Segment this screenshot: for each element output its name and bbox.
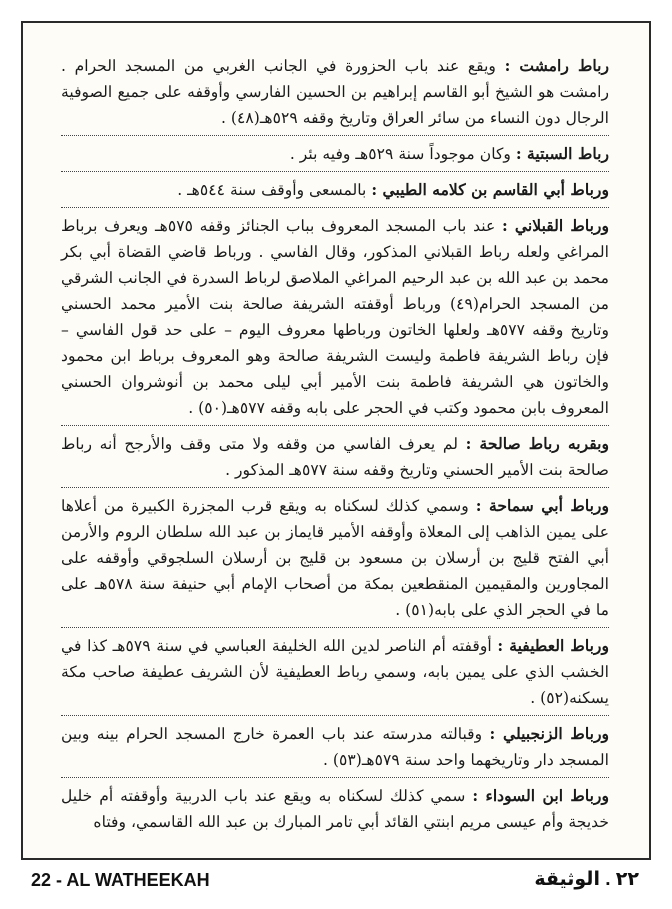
section-body: وكان موجوداً سنة ٥٢٩هـ وفيه بئر . [289, 145, 516, 163]
section-ibn-sawda [61, 783, 609, 835]
section-saliha [61, 431, 609, 483]
section-body: وسمي كذلك لسكناه به ويقع قرب المجزرة الكبيرة من أعلاها على يمين الذاهب إلى المعلاة وأوقفه الأمير قايماز بن عبد الله سلطان الروم والأرمن أبي الفتح قليج بن أرسلان بن مسعود بن قليج بن أرسلان السلجوقي وأوقفه على المجاورين والمقيمين المنقطعين بمكة من أصحاب الإمام أبي حنيفة سنة ٥٧٨هـ على ما في الحجر الذي على بابه(٥١) . [61, 497, 610, 619]
dotted-divider [61, 425, 609, 426]
section-body: لم يعرف الفاسي من وقفه ولا متى وقف والأرجح أنه رباط صالحة بنت الأمير الحسني وتاريخ وقفه سنة ٥٧٧هـ المذكور . [61, 435, 609, 479]
dotted-divider [61, 171, 609, 172]
dotted-divider [61, 207, 609, 208]
section-body: أوقفته أم الناصر لدين الله الخليفة العباسي في سنة ٥٧٩هـ كذا في الخشب الذي على يمين بابه، وسمي رباط العطيفية لأن الشريف عطيفة صاحب مكة يسكنه(٥٢) . [61, 637, 609, 707]
footer-page-label-latin: 22 - AL WATHEEKAH [31, 870, 210, 890]
section-title: ورباط أبي سماحة : [475, 496, 609, 515]
section-title: ورباط أبي القاسم بن كلامه الطيبي : [371, 180, 609, 199]
page-frame [21, 21, 651, 860]
section-abu-alqasim [61, 177, 609, 203]
dotted-divider [61, 627, 609, 628]
document-body [61, 53, 609, 835]
footer-page-label-arabic: ٢٢ . الوثيقة [534, 869, 639, 890]
section-body: ويقع عند باب الحزورة في الجانب الغربي من المسجد الحرام . رامشت هو الشيخ أبو القاسم إبراهيم بن الحسين الفارسي وأوقفه على جميع الصوفية الرجال دون النساء من سائر العراق وتاريخ وقفه ٥٢٩هـ(٤٨) . [61, 57, 609, 127]
dotted-divider [61, 715, 609, 716]
section-atifiya [61, 633, 609, 711]
section-title: وبقربه رباط صالحة : [465, 434, 610, 453]
section-title: ورباط القبلاني : [502, 216, 609, 235]
section-abu-samaha [61, 493, 609, 623]
section-body: عند باب المسجد المعروف بباب الجنائز وقفه ٥٧٥هـ ويعرف برباط المراغي ولعله رباط القبلاني المذكور، وقال الفاسي . ورباط قاضي القضاة أبي بكر محمد بن عبد الله بن عبد الرحيم المراغي الملاصق لرباط السدرة في الجانب الشرقي من المسجد الحرام(٤٩) ورباط أوقفته الشريفة صالحة بنت الأمير محمد الحسني وتاريخ وقفه ٥٧٧هـ ولعلها الخاتون ورباطها معروف اليوم – على حد قول الفاسي – فإن رباط الشريفة فاطمة وليست الشريفة صالحة وهو المعروف برباط ابن محمود والخاتون هي الشريفة فاطمة بنت الأمير أبي ليلى محمد بن أنوشروان الحسني المعروف بابن محمود وكتب في الحجر على بابه وقفه ٥٧٧هـ(٥٠) . [61, 217, 609, 417]
section-title: ورباط ابن السوداء : [472, 786, 609, 805]
section-ramisht [61, 53, 609, 131]
section-body: وقبالته مدرسته عند باب العمرة خارج المسجد الحرام بينه وبين المسجد دار وتاريخهما واحد سنة ٥٧٩هـ(٥٣) . [61, 725, 609, 769]
section-title: ورباط الزنجبيلي : [489, 724, 610, 743]
section-body: سمي كذلك لسكناه به ويقع عند باب الدربية وأوقفته أم خليل خديجة وأم عيسى مريم ابنتي القائد أبي تامر المبارك بن عبد الله القاسمي، وفتاه [61, 787, 609, 831]
section-title: ورباط العطيفية : [497, 636, 609, 655]
dotted-divider [61, 135, 609, 136]
section-sabtiya [61, 141, 609, 167]
section-title: رباط السبتية : [515, 144, 609, 163]
section-body: بالمسعى وأوقف سنة ٥٤٤هـ . [177, 181, 372, 199]
dotted-divider [61, 777, 609, 778]
page-footer [21, 866, 651, 896]
section-qiblani [61, 213, 609, 421]
dotted-divider [61, 487, 609, 488]
section-zanjabili [61, 721, 609, 773]
section-title: رباط رامشت : [504, 56, 609, 75]
